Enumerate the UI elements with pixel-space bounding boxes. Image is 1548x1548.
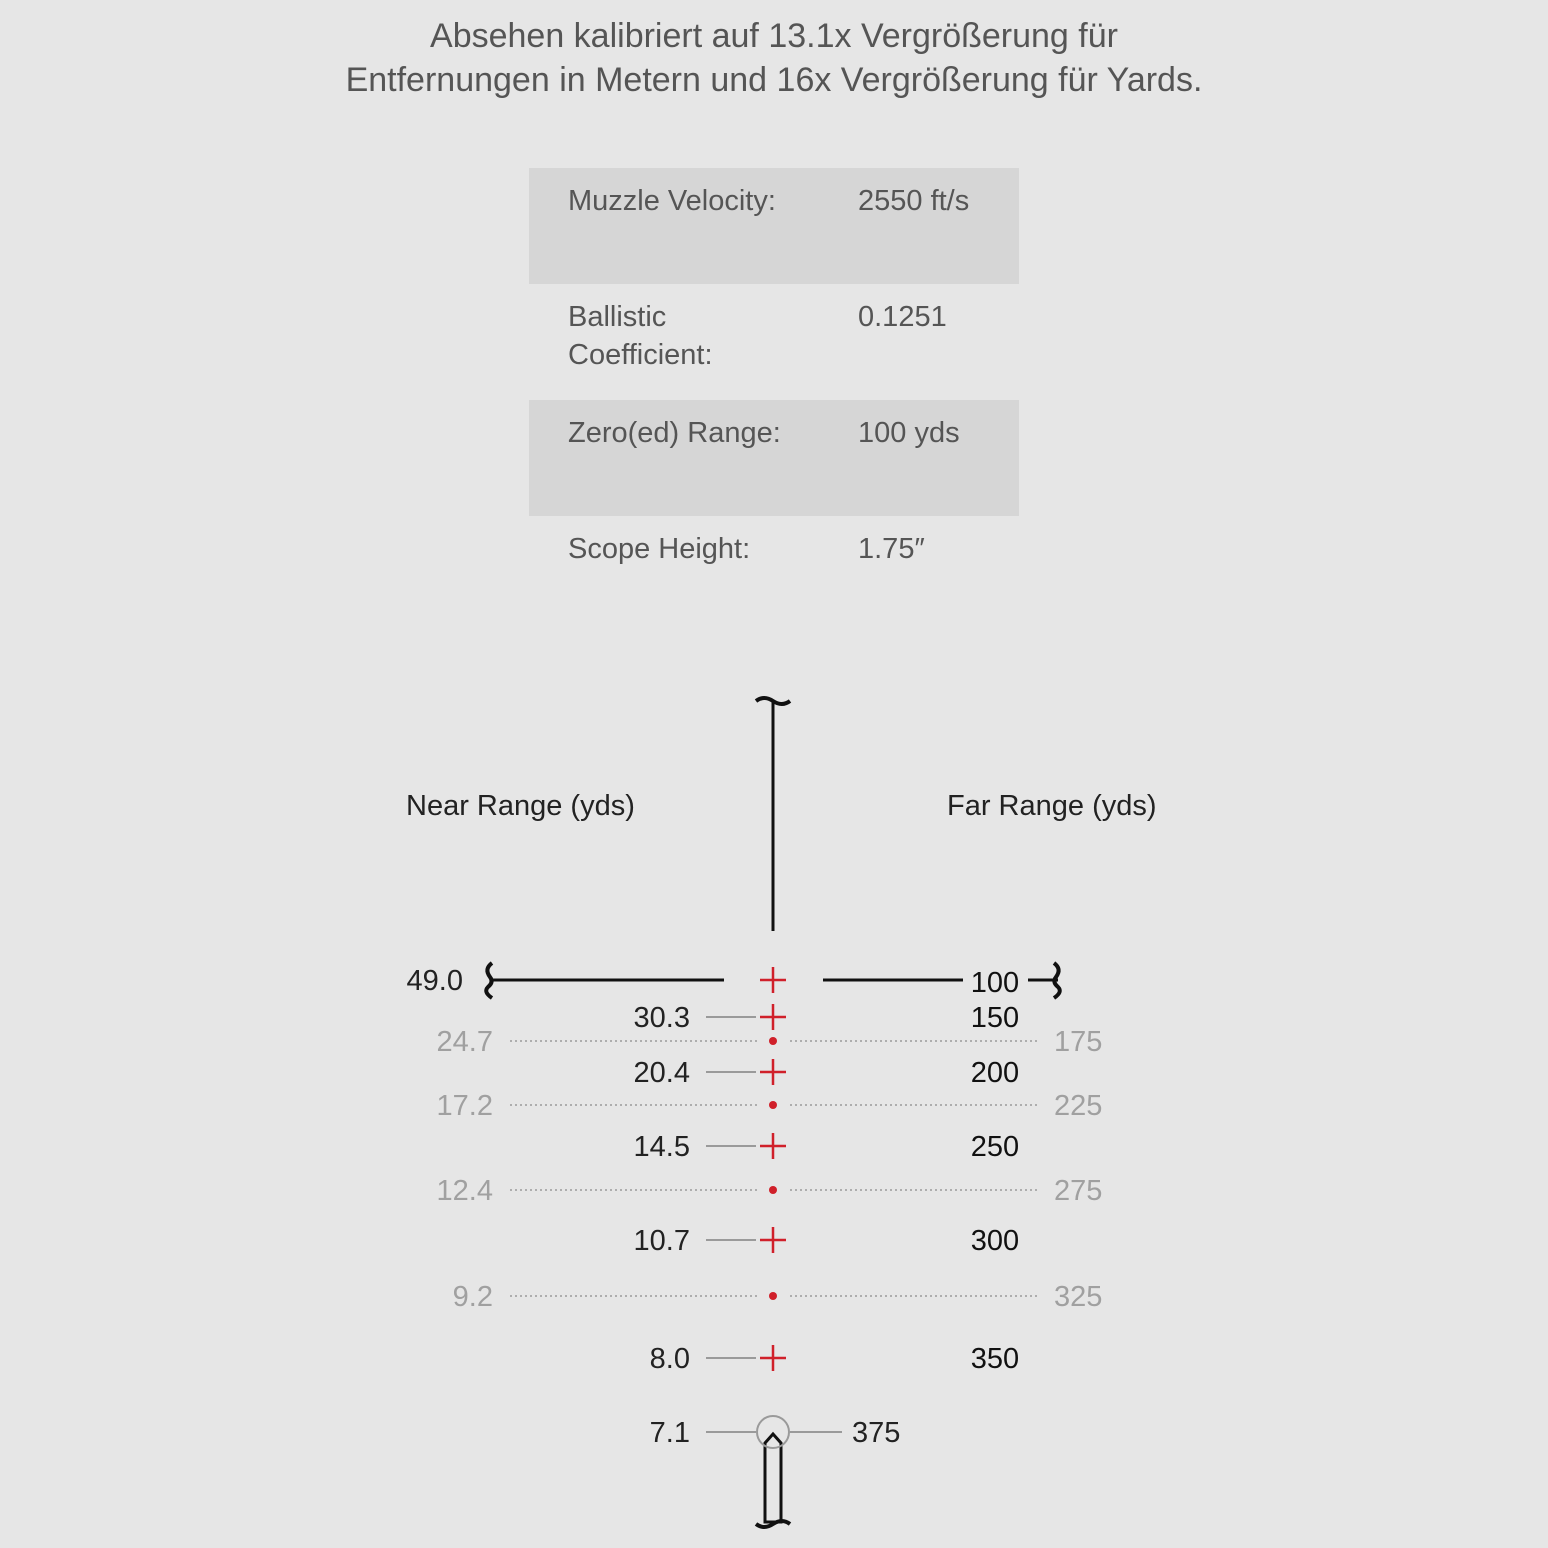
near-range-value: 20.4 bbox=[633, 1057, 690, 1089]
spec-value: 0.1251 bbox=[858, 301, 947, 333]
title-line-2: Entfernungen in Metern und 16x Vergrößerung für Yards. bbox=[345, 61, 1203, 99]
far-range-value: 175 bbox=[1054, 1026, 1103, 1058]
near-range-label: Near Range (yds) bbox=[406, 790, 635, 822]
spec-label: Ballistic Coefficient: bbox=[568, 301, 713, 371]
far-range-value: 300 bbox=[970, 1225, 1020, 1257]
spec-value: 100 yds bbox=[858, 417, 960, 449]
main-line-near-value: 49.0 bbox=[406, 965, 463, 997]
far-range-value: 225 bbox=[1054, 1090, 1103, 1122]
spec-value: 1.75″ bbox=[858, 533, 925, 565]
far-range-value: 275 bbox=[1054, 1175, 1103, 1207]
near-range-value: 10.7 bbox=[633, 1225, 690, 1257]
far-range-value: 375 bbox=[852, 1417, 901, 1449]
spec-value: 2550 ft/s bbox=[858, 185, 970, 217]
near-range-value: 24.7 bbox=[436, 1026, 493, 1058]
near-range-value: 30.3 bbox=[633, 1002, 690, 1034]
near-range-value: 9.2 bbox=[452, 1281, 493, 1313]
far-range-value: 325 bbox=[1054, 1281, 1103, 1313]
far-range-value: 250 bbox=[970, 1131, 1020, 1163]
holdover-dot bbox=[769, 1186, 777, 1194]
holdover-rows bbox=[437, 1002, 1103, 1449]
near-range-value: 14.5 bbox=[633, 1131, 690, 1163]
far-range-value: 150 bbox=[970, 1002, 1020, 1034]
near-range-value: 7.1 bbox=[649, 1417, 690, 1449]
main-line-far-value: 100 bbox=[970, 967, 1020, 999]
near-range-value: 12.4 bbox=[436, 1175, 493, 1207]
far-range-value: 200 bbox=[970, 1057, 1020, 1089]
far-range-value: 350 bbox=[970, 1343, 1020, 1375]
near-range-value: 8.0 bbox=[649, 1343, 690, 1375]
reticle-top-cap bbox=[756, 698, 790, 704]
spec-label: Scope Height: bbox=[568, 533, 751, 565]
far-range-label: Far Range (yds) bbox=[947, 790, 1157, 822]
holdover-dot bbox=[769, 1037, 777, 1045]
title-line-1: Absehen kalibriert auf 13.1x Vergrößerung für bbox=[430, 17, 1118, 55]
spec-label: Muzzle Velocity: bbox=[568, 185, 776, 217]
center-aim-cross bbox=[760, 967, 786, 993]
holdover-dot bbox=[769, 1292, 777, 1300]
holdover-dot bbox=[769, 1101, 777, 1109]
spec-label: Zero(ed) Range: bbox=[568, 417, 781, 449]
near-range-value: 17.2 bbox=[436, 1090, 493, 1122]
